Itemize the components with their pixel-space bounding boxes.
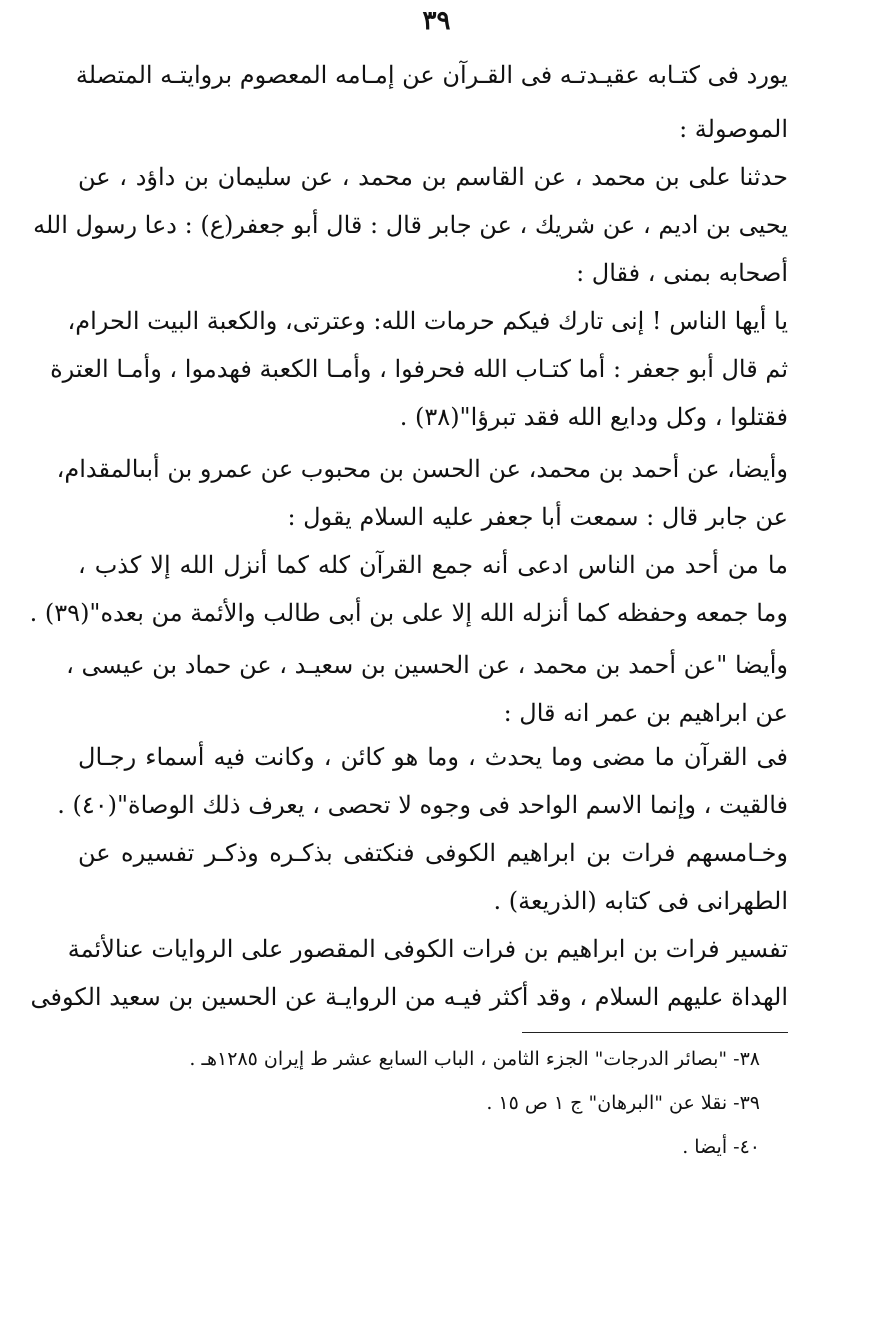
body-line: وما جمعه وحفظه كما أنزله الله إلا على بن أبى طالب والأئمة من بعده"(٣٩) . [29,599,788,627]
footnote: ٣٨- "بصائر الدرجات" الجزء الثامن ، الباب السابع عشر ط إيران ١٢٨٥هـ . [189,1048,760,1070]
body-line: الموصولة : [679,115,788,143]
body-line: أصحابه بمنى ، فقال : [576,259,788,287]
body-line: فى القرآن ما مضى وما يحدث ، وما هو كائن ، وكانت فيه أسماء رجـال [78,743,788,771]
body-line: فالقيت ، وإنما الاسم الواحد فى وجوه لا تحصى ، يعرف ذلك الوصاة"(٤٠) . [57,791,788,819]
body-line: يا أيها الناس ! إنى تارك فيكم حرمات الله: وعترتى، والكعبة البيت الحرام، [67,307,788,335]
body-line: وأيضا، عن أحمد بن محمد، عن الحسن بن محبوب عن عمرو بن أبىالمقدام، [56,455,788,483]
body-line: عن ابراهيم بن عمر انه قال : [503,699,788,727]
body-line: ثم قال أبو جعفر : أما كتـاب الله فحرفوا ، وأمـا الكعبة فهدموا ، وأمـا العترة [50,355,788,383]
body-line: تفسير فرات بن ابراهيم بن فرات الكوفى المقصور على الروايات عنالأئمة [67,935,788,963]
body-line: الهداة عليهم السلام ، وقد أكثر فيـه من الروايـة عن الحسين بن سعيد الكوفى [30,983,788,1011]
body-line: عن جابر قال : سمعت أبا جعفر عليه السلام يقول : [287,503,788,531]
footnote: ٣٩- نقلا عن "البرهان" ج ١ ص ١٥ . [486,1092,760,1114]
footnote-separator [522,1032,788,1033]
body-line: وخـامسهم فرات بن ابراهيم الكوفى فنكتفى بذكـره وذكـر تفسيره عن [78,839,789,867]
body-line: وأيضا "عن أحمد بن محمد ، عن الحسين بن سعيـد ، عن حماد بن عيسى ، [66,651,788,679]
body-line: ما من أحد من الناس ادعى أنه جمع القرآن كله كما أنزل الله إلا كذب ، [78,551,788,579]
body-line: يورد فى كتـابه عقيـدتـه فى القـرآن عن إمـامه المعصوم بروايتـه المتصلة [75,61,788,89]
body-line: الطهرانى فى كتابه (الذريعة) . [493,887,788,915]
body-line: حدثنا على بن محمد ، عن القاسم بن محمد ، عن سليمان بن داؤد ، عن [78,163,789,191]
footnote: ٤٠- أيضا . [682,1136,760,1158]
page-number: ٣٩ [422,6,451,36]
body-line: فقتلوا ، وكل ودايع الله فقد تبرؤا"(٣٨) . [399,403,788,431]
body-line: يحيى بن اديم ، عن شريك ، عن جابر قال : قال أبو جعفر(ع) : دعا رسول الله [33,211,788,239]
